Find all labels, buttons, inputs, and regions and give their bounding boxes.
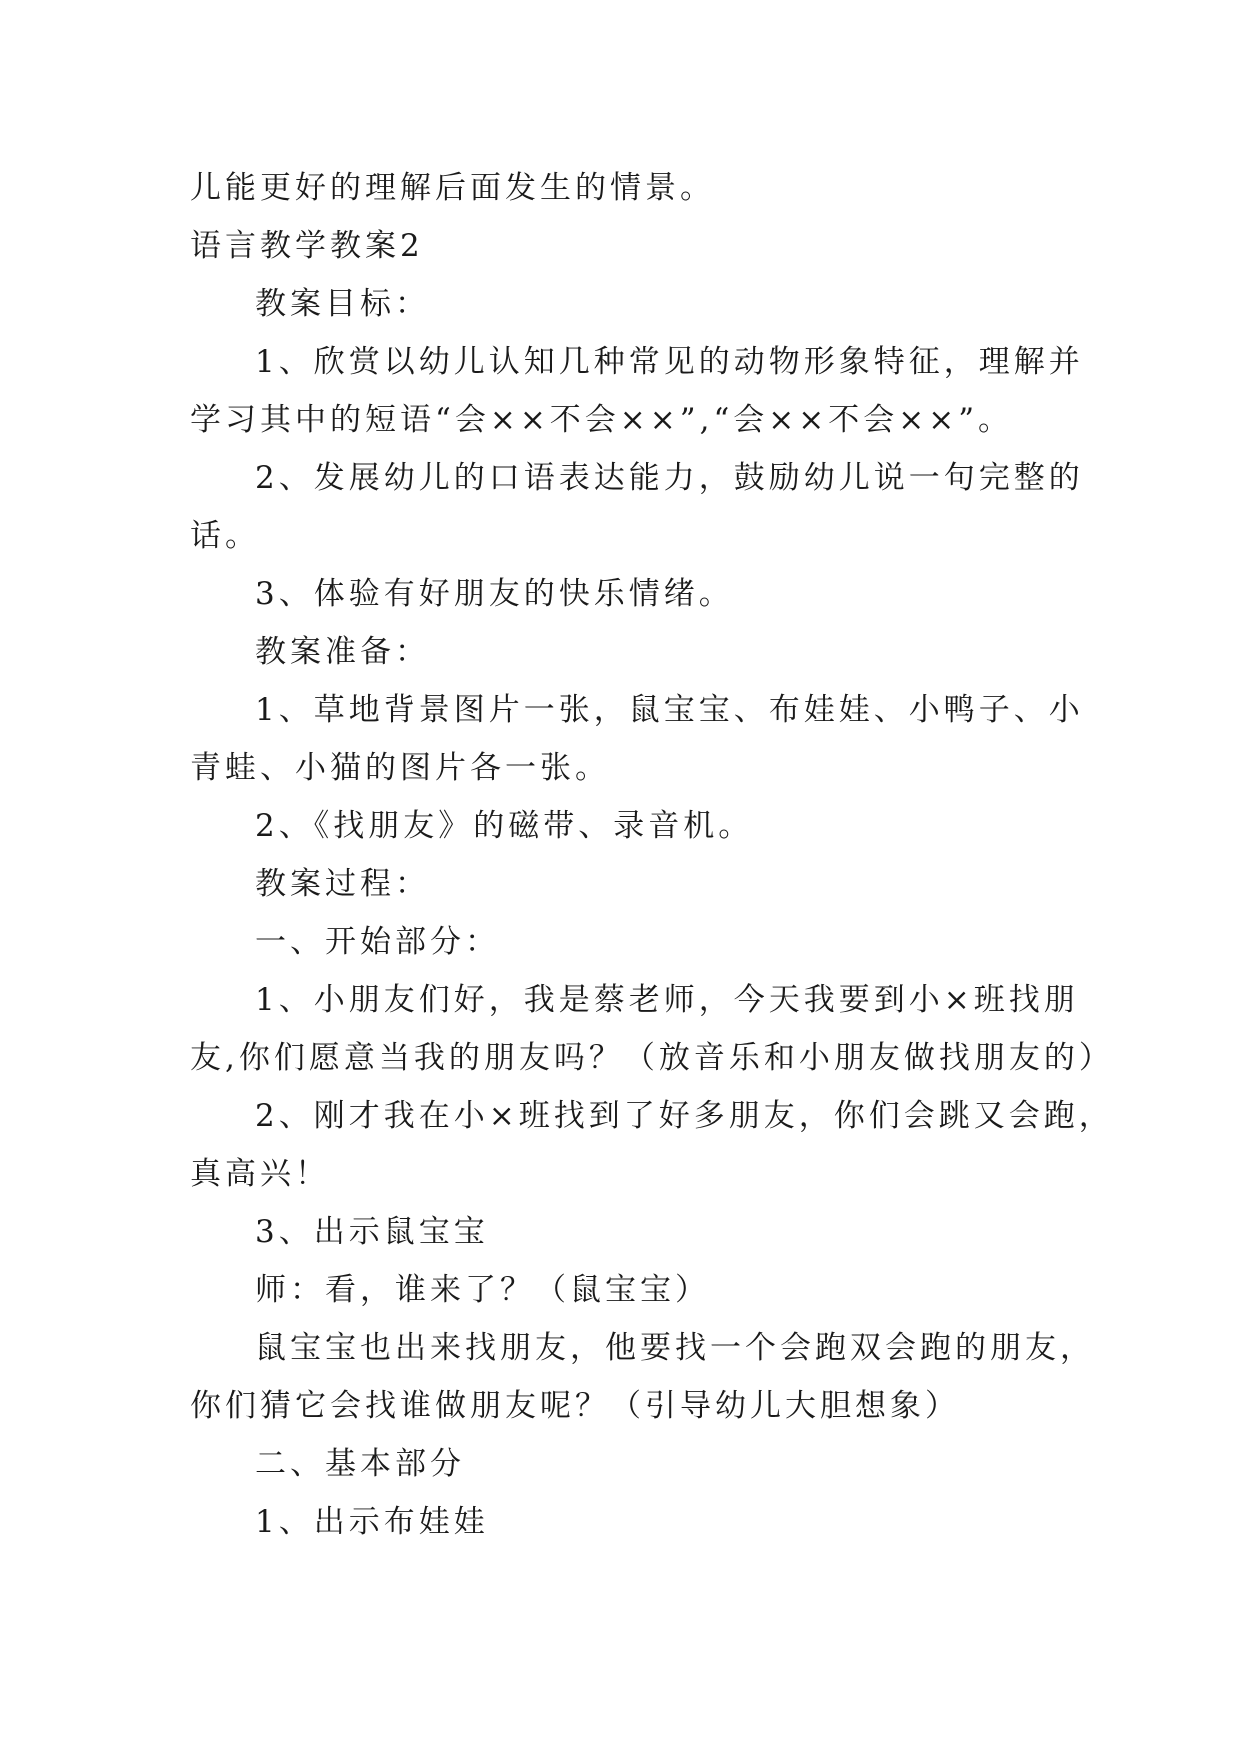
paragraph-line: 1、草地背景图片一张，鼠宝宝、布娃娃、小鸭子、小 — [255, 692, 1084, 728]
paragraph-line: 2、发展幼儿的口语表达能力，鼓励幼儿说一句完整的 — [255, 460, 1084, 496]
paragraph-line: 师：看，谁来了？（鼠宝宝） — [255, 1272, 710, 1308]
paragraph-line: 1、欣赏以幼儿认知几种常见的动物形象特征，理解并 — [255, 344, 1084, 380]
paragraph-line: 2、刚才我在小×班找到了好多朋友，你们会跳又会跑， — [255, 1098, 1114, 1134]
subheading-part-one: 一、开始部分： — [255, 924, 500, 960]
paragraph-line: 3、体验有好朋友的快乐情绪。 — [255, 576, 734, 612]
subheading-objectives: 教案目标： — [255, 286, 430, 322]
paragraph-line: 青蛙、小猫的图片各一张。 — [190, 750, 610, 786]
paragraph-line: 真高兴！ — [190, 1156, 330, 1192]
subheading-preparation: 教案准备： — [255, 634, 430, 670]
paragraph-line: 1、出示布娃娃 — [255, 1504, 489, 1540]
section-heading: 语言教学教案2 — [190, 228, 424, 264]
paragraph-line: 友,你们愿意当我的朋友吗？（放音乐和小朋友做找朋友的） — [190, 1040, 1114, 1076]
subheading-part-two: 二、基本部分 — [255, 1446, 465, 1482]
paragraph-line: 2、《找朋友》的磁带、录音机。 — [255, 808, 754, 844]
subheading-process: 教案过程： — [255, 866, 430, 902]
paragraph-line: 鼠宝宝也出来找朋友，他要找一个会跑双会跑的朋友， — [255, 1330, 1095, 1366]
paragraph-line: 1、小朋友们好，我是蔡老师，今天我要到小×班找朋 — [255, 982, 1079, 1018]
paragraph-line: 话。 — [190, 518, 260, 554]
paragraph-line: 儿能更好的理解后面发生的情景。 — [190, 170, 715, 206]
paragraph-line: 你们猜它会找谁做朋友呢？（引导幼儿大胆想象） — [190, 1388, 960, 1424]
paragraph-line: 学习其中的短语“会××不会××”,“会××不会××”。 — [190, 402, 1014, 438]
paragraph-line: 3、出示鼠宝宝 — [255, 1214, 489, 1250]
